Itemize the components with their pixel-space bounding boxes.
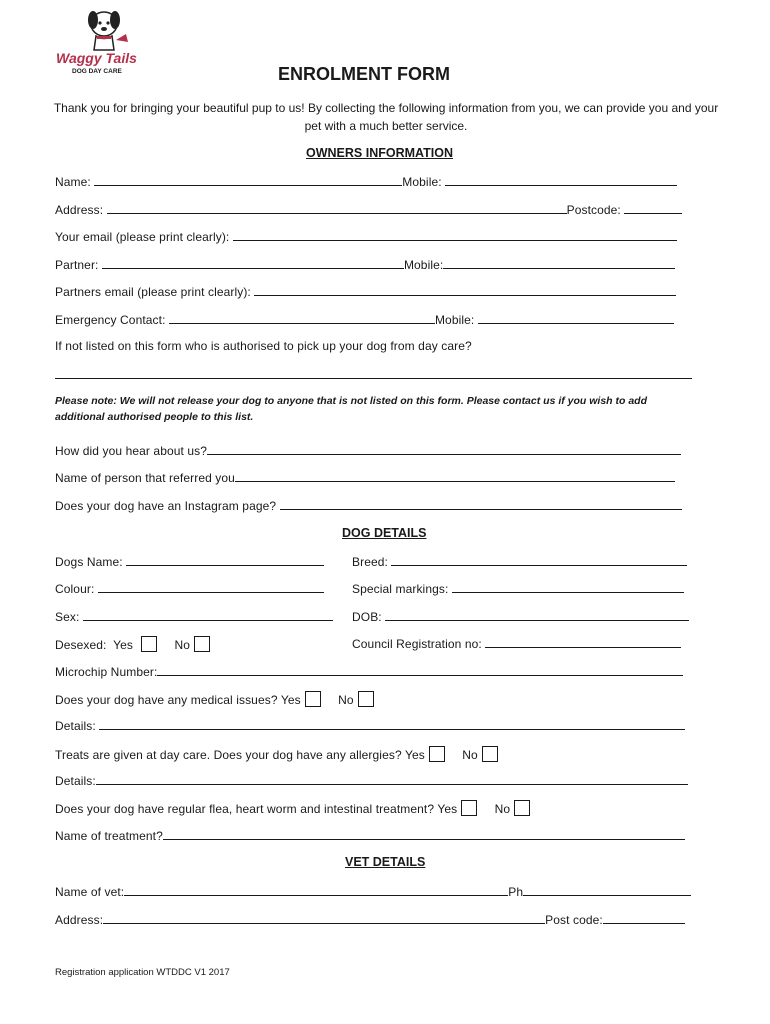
council-field[interactable] — [485, 636, 681, 648]
logo — [52, 8, 142, 78]
flea-no-checkbox[interactable] — [514, 800, 530, 816]
authorised-field[interactable] — [55, 366, 692, 379]
medical-no-checkbox[interactable] — [358, 691, 374, 707]
owner-name-label: Name: — [55, 175, 91, 189]
vet-name-field[interactable] — [124, 884, 508, 896]
logo-tagline: DOG DAY CARE — [72, 68, 122, 75]
dog-mascot-icon — [74, 8, 134, 52]
partner-email-label: Partners email (please print clearly): — [55, 285, 251, 299]
council-label: Council Registration no: — [352, 637, 482, 651]
breed-field[interactable] — [391, 554, 687, 566]
partner-row — [55, 257, 675, 272]
microchip-field[interactable] — [157, 664, 683, 676]
markings-row — [352, 581, 684, 596]
flea-label: Does your dog have regular flea, heart worm and intestinal treatment? — [55, 802, 435, 816]
markings-field[interactable] — [452, 581, 684, 593]
flea-yes-checkbox[interactable] — [461, 800, 477, 816]
hear-row — [55, 443, 681, 458]
logo-name: Waggy Tails — [56, 50, 137, 66]
dob-label: DOB: — [352, 610, 382, 624]
breed-row — [352, 554, 687, 569]
allergies-yes-label: Yes — [404, 748, 425, 762]
allergies-details-row — [55, 773, 688, 788]
address-row — [55, 202, 682, 217]
emergency-mobile-field[interactable] — [478, 312, 674, 324]
authorised-label: If not listed on this form who is authorised to pick up your dog from day care? — [55, 339, 472, 353]
partner-label: Partner: — [55, 258, 99, 272]
allergies-label: Treats are given at day care. Does your dog have any allergies? — [55, 748, 402, 762]
dog-name-field[interactable] — [126, 554, 324, 566]
address-field[interactable] — [107, 202, 567, 214]
dog-name-row — [55, 554, 324, 569]
allergies-yes-checkbox[interactable] — [429, 746, 445, 762]
email-label: Your email (please print clearly): — [55, 230, 230, 244]
desexed-yes-label: Yes — [113, 638, 134, 652]
instagram-row — [55, 498, 682, 513]
breed-label: Breed: — [352, 555, 388, 569]
hear-label: How did you hear about us? — [55, 444, 208, 458]
desexed-no-label: No — [174, 638, 191, 652]
desexed-label: Desexed: — [55, 638, 107, 652]
medical-details-row — [55, 718, 685, 733]
owner-name-row — [55, 174, 677, 189]
postcode-field[interactable] — [624, 202, 682, 214]
flea-row — [55, 800, 536, 816]
colour-row — [55, 581, 324, 596]
partner-email-row — [55, 284, 676, 299]
owner-mobile-field[interactable] — [445, 174, 677, 186]
partner-field[interactable] — [102, 257, 404, 269]
desexed-row — [55, 636, 216, 652]
colour-field[interactable] — [98, 581, 324, 593]
partner-mobile-field[interactable] — [443, 257, 675, 269]
medical-row — [55, 691, 380, 707]
instagram-label: Does your dog have an Instagram page? — [55, 499, 277, 513]
referred-label: Name of person that referred you — [55, 471, 235, 485]
allergies-no-checkbox[interactable] — [482, 746, 498, 762]
dog-heading: DOG DETAILS — [342, 526, 427, 540]
instagram-field[interactable] — [280, 498, 682, 510]
desexed-yes-checkbox[interactable] — [141, 636, 157, 652]
page-title: ENROLMENT FORM — [278, 64, 450, 84]
referred-row — [55, 470, 675, 485]
hear-field[interactable] — [207, 443, 681, 455]
vet-address-row — [55, 912, 685, 927]
sex-row — [55, 609, 333, 624]
vet-ph-label: Ph — [508, 885, 524, 899]
colour-label: Colour: — [55, 582, 95, 596]
referred-field[interactable] — [235, 470, 675, 482]
vet-name-label: Name of vet: — [55, 885, 125, 899]
medical-details-label: Details: — [55, 719, 96, 733]
footer-text: Registration application WTDDC V1 2017 — [55, 967, 230, 978]
flea-no-label: No — [494, 802, 511, 816]
pickup-note: Please note: We will not release your dog to anyone that is not listed on this form. Please contact us if you wish to add additional authorised people to this list. — [55, 395, 647, 423]
emergency-row — [55, 312, 674, 327]
medical-yes-checkbox[interactable] — [305, 691, 321, 707]
allergies-no-label: No — [462, 748, 478, 762]
dog-name-label: Dogs Name: — [55, 555, 123, 569]
flea-yes-label: Yes — [437, 802, 458, 816]
allergies-details-label: Details: — [55, 774, 96, 788]
medical-yes-label: Yes — [280, 693, 301, 707]
treatment-row — [55, 828, 685, 843]
postcode-label: Postcode: — [566, 203, 621, 217]
dob-row — [352, 609, 689, 624]
treatment-field[interactable] — [163, 828, 685, 840]
medical-label: Does your dog have any medical issues? — [55, 693, 278, 707]
address-label: Address: — [55, 203, 104, 217]
microchip-label: Microchip Number: — [55, 665, 158, 679]
partner-email-field[interactable] — [254, 284, 676, 296]
emergency-mobile-label: Mobile: — [434, 313, 475, 327]
vet-postcode-field[interactable] — [603, 912, 685, 924]
microchip-row — [55, 664, 683, 679]
owner-name-field[interactable] — [94, 174, 402, 186]
markings-label: Special markings: — [352, 582, 449, 596]
medical-no-label: No — [338, 693, 354, 707]
vet-address-label: Address: — [55, 913, 104, 927]
treatment-label: Name of treatment? — [55, 829, 163, 843]
owner-mobile-label: Mobile: — [402, 175, 442, 189]
council-row — [352, 636, 681, 651]
desexed-no-checkbox[interactable] — [194, 636, 210, 652]
vet-name-row — [55, 884, 691, 899]
vet-heading: VET DETAILS — [345, 855, 426, 869]
partner-mobile-label: Mobile: — [403, 258, 444, 272]
allergies-details-field[interactable] — [96, 773, 688, 785]
sex-label: Sex: — [55, 610, 80, 624]
intro-text: Thank you for bringing your beautiful pup to us! By collecting the following information from you, we can provide you and your pet with a much better service. — [53, 101, 719, 133]
dob-field[interactable] — [385, 609, 689, 621]
email-row — [55, 229, 677, 244]
emergency-field[interactable] — [169, 312, 435, 324]
email-field[interactable] — [233, 229, 677, 241]
owners-heading: OWNERS INFORMATION — [306, 146, 453, 160]
medical-details-field[interactable] — [99, 718, 685, 730]
vet-ph-field[interactable] — [523, 884, 691, 896]
vet-postcode-label: Post code: — [545, 913, 603, 927]
allergies-row — [55, 746, 504, 762]
vet-address-field[interactable] — [103, 912, 545, 924]
emergency-label: Emergency Contact: — [55, 313, 166, 327]
sex-field[interactable] — [83, 609, 333, 621]
